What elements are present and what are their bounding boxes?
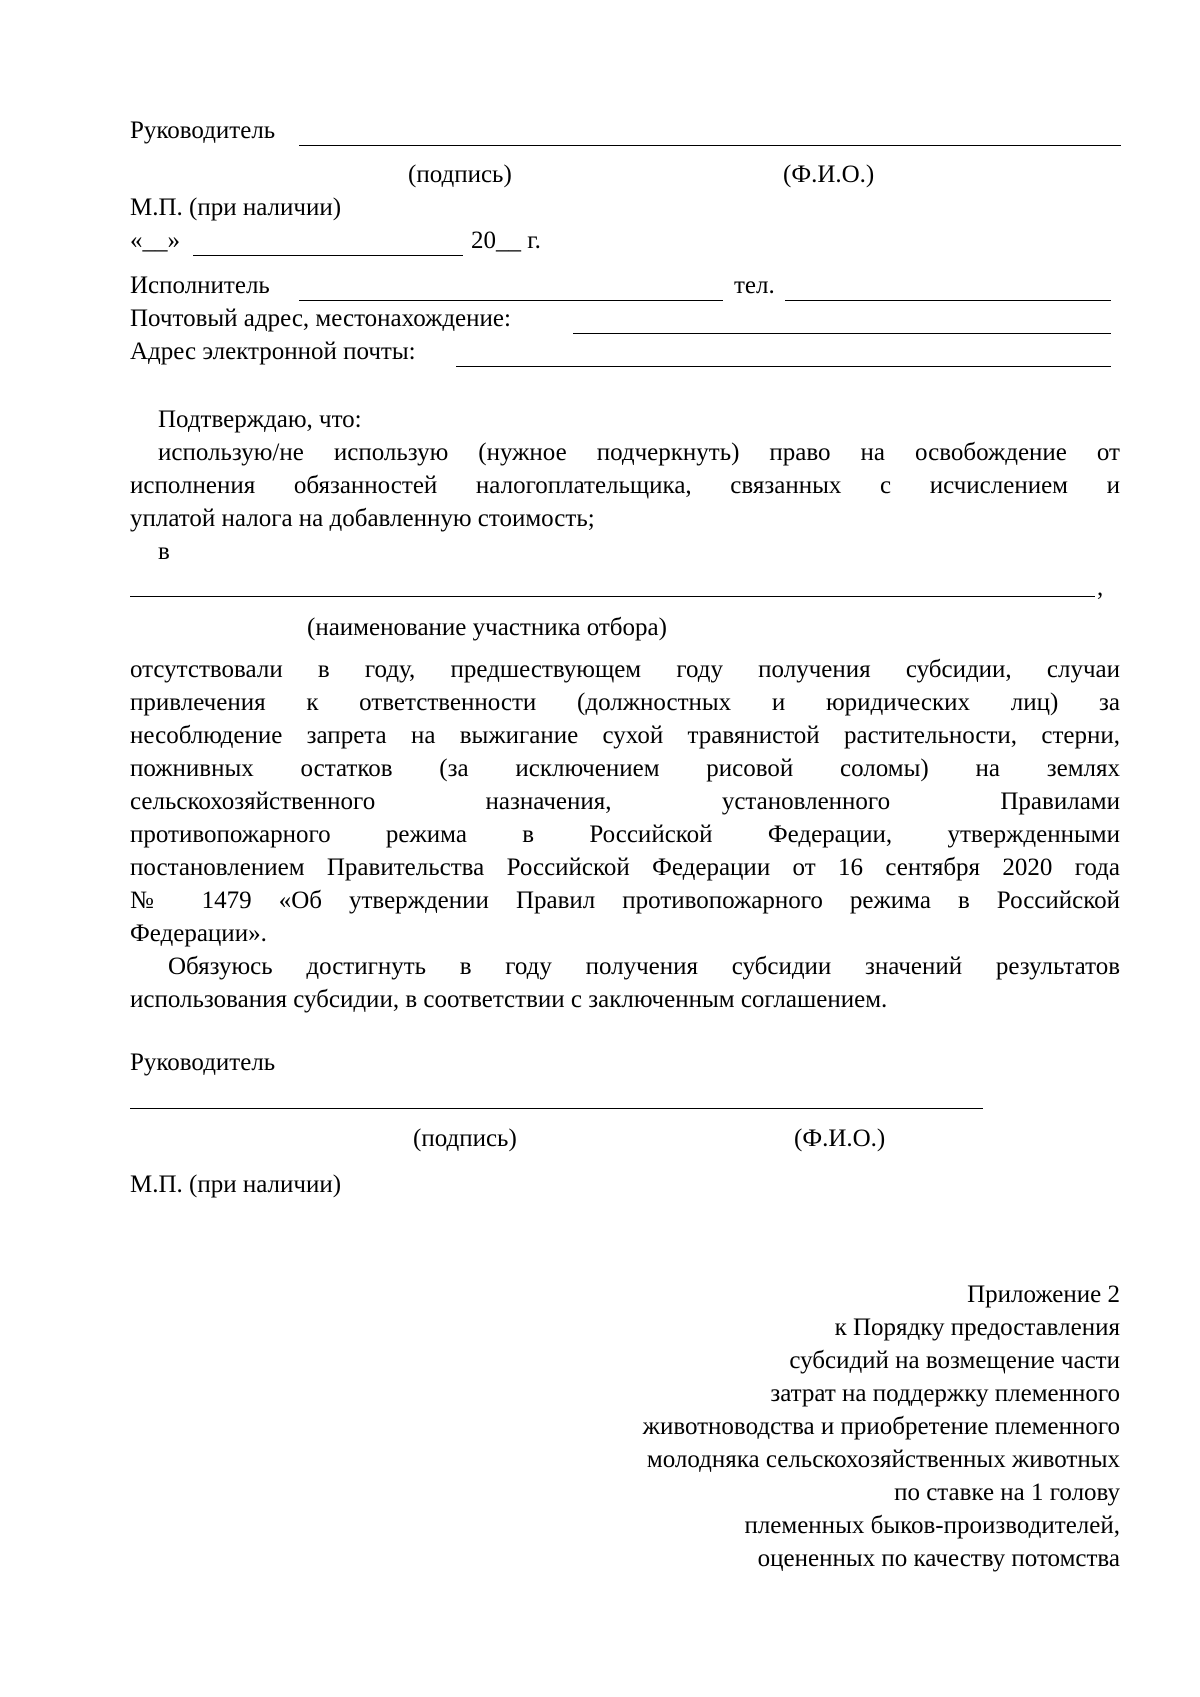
footer-seal-note: М.П. (при наличии) <box>130 1171 342 1198</box>
absence-line-5: сельскохозяйственного назначения, установленного Правилами <box>130 788 1120 815</box>
appendix-line-3: субсидий на возмещение части <box>789 1347 1120 1374</box>
date-open: «__» <box>130 227 180 254</box>
appendix-line-9: оцененных по качеству потомства <box>757 1545 1120 1572</box>
in-word: в <box>158 538 170 565</box>
oblige-line-1: Обязуюсь достигнуть в году получения субсидии значений результатов <box>168 953 1120 980</box>
vat-line-1: использую/не использую (нужное подчеркнуть) право на освобождение от <box>158 439 1120 466</box>
participant-comma: , <box>1097 574 1104 601</box>
postal-label: Почтовый адрес, местонахождение: <box>130 305 511 332</box>
absence-line-3: несоблюдение запрета на выжигание сухой травянистой растительности, стерни, <box>130 722 1120 749</box>
participant-fill-line <box>130 596 1095 597</box>
phone-label: тел. <box>734 272 775 299</box>
date-year: 20__ г. <box>471 227 541 254</box>
footer-fill-line <box>130 1108 983 1109</box>
phone-fill-line <box>785 300 1111 301</box>
footer-signature-caption: (подпись) <box>413 1125 517 1152</box>
footer-name-caption: (Ф.И.О.) <box>794 1125 886 1152</box>
seal-note: М.П. (при наличии) <box>130 194 342 221</box>
signature-caption: (подпись) <box>408 161 512 188</box>
email-label: Адрес электронной почты: <box>130 338 416 365</box>
absence-line-7: постановлением Правительства Российской Федерации от 16 сентября 2020 года <box>130 854 1120 881</box>
executor-label: Исполнитель <box>130 272 270 299</box>
postal-fill-line <box>573 333 1111 334</box>
appendix-line-5: животноводства и приобретение племенного <box>642 1413 1120 1440</box>
appendix-line-4: затрат на поддержку племенного <box>770 1380 1120 1407</box>
vat-line-last: уплатой налога на добавленную стоимость; <box>130 505 595 532</box>
oblige-line-last: использования субсидии, в соответствии с заключенным соглашением. <box>130 986 888 1013</box>
executor-fill-line <box>299 300 723 301</box>
participant-caption: (наименование участника отбора) <box>307 614 667 641</box>
confirm-intro: Подтверждаю, что: <box>158 406 362 433</box>
appendix-line-2: к Порядку предоставления <box>834 1314 1120 1341</box>
head-fill-line <box>299 145 1121 146</box>
footer-head-label: Руководитель <box>130 1049 276 1076</box>
appendix-line-8: племенных быков-производителей, <box>744 1512 1120 1539</box>
absence-line-1: отсутствовали в году, предшествующем году получения субсидии, случаи <box>130 656 1120 683</box>
appendix-line-6: молодняка сельскохозяйственных животных <box>646 1446 1120 1473</box>
appendix-line-7: по ставке на 1 голову <box>894 1479 1120 1506</box>
absence-line-4: пожнивных остатков (за исключением рисовой соломы) на землях <box>130 755 1120 782</box>
name-caption: (Ф.И.О.) <box>783 161 875 188</box>
absence-line-last: Федерации». <box>130 920 267 947</box>
absence-line-6: противопожарного режима в Российской Федерации, утвержденными <box>130 821 1120 848</box>
head-label: Руководитель <box>130 117 276 144</box>
absence-line-8: № 1479 «Об утверждении Правил противопожарного режима в Российской <box>130 887 1120 914</box>
email-fill-line <box>456 366 1111 367</box>
vat-line-2: исполнения обязанностей налогоплательщика, связанных с исчислением и <box>130 472 1120 499</box>
appendix-line-1: Приложение 2 <box>967 1281 1120 1308</box>
date-month-line <box>193 255 463 256</box>
absence-line-2: привлечения к ответственности (должностных и юридических лиц) за <box>130 689 1120 716</box>
